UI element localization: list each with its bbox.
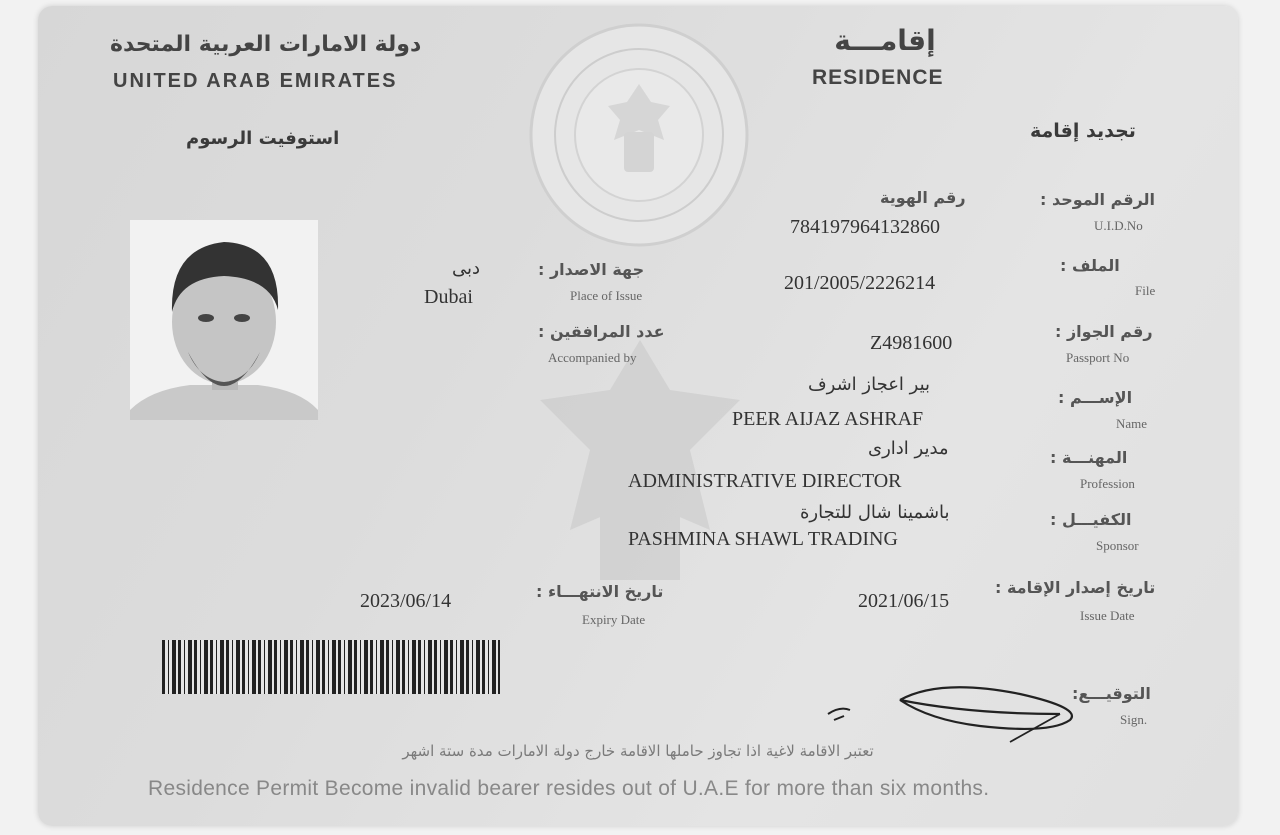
- accompanied-by-label-english: Accompanied by: [548, 350, 637, 365]
- country-name-english: UNITED ARAB EMIRATES: [113, 70, 398, 92]
- passport-label-arabic: رقم الجواز :: [1055, 322, 1153, 341]
- country-name-arabic: دولة الامارات العربية المتحدة: [110, 32, 422, 57]
- document-type-arabic: إقامـــة: [834, 24, 936, 57]
- barcode: [162, 640, 500, 694]
- watermark-emblem-icon: [520, 330, 760, 600]
- validity-notice-english: Residence Permit Become invalid bearer resides out of U.A.E for more than six months.: [148, 777, 990, 800]
- profession-label-english: Profession: [1080, 476, 1135, 491]
- expiry-date-label-arabic: تاريخ الانتهـــاء :: [536, 582, 664, 601]
- name-label-arabic: الإســـم :: [1058, 388, 1133, 407]
- expiry-date-value: 2023/06/14: [360, 590, 452, 612]
- file-label-english: File: [1135, 283, 1156, 298]
- uid-label-arabic: الرقم الموحد :: [1040, 190, 1156, 209]
- fees-paid-label: استوفيت الرسوم: [186, 128, 340, 149]
- place-of-issue-value-arabic: دبی: [452, 258, 481, 279]
- signature-label-arabic: التوقيـــع:: [1072, 684, 1151, 703]
- issue-date-value: 2021/06/15: [858, 590, 950, 612]
- profession-label-arabic: المهنـــة :: [1050, 448, 1128, 467]
- name-value-arabic: بير اعجاز اشرف: [808, 374, 931, 395]
- validity-notice-arabic: تعتبر الاقامة لاغية اذا تجاوز حاملها الاقامة خارج دولة الامارات مدة ستة اشهر: [402, 742, 874, 760]
- sponsor-value-english: PASHMINA SHAWL TRADING: [628, 528, 898, 550]
- sponsor-value-arabic: باشمينا شال للتجارة: [800, 502, 950, 523]
- id-number-value: 784197964132860: [790, 216, 940, 238]
- document-type-english: RESIDENCE: [812, 66, 944, 89]
- uae-emblem-seal-icon: [528, 22, 750, 248]
- passport-label-english: Passport No: [1066, 350, 1130, 365]
- profession-value-english: ADMINISTRATIVE DIRECTOR: [628, 470, 902, 492]
- id-number-label: رقم الهوية: [880, 188, 966, 207]
- place-of-issue-value-english: Dubai: [424, 286, 473, 308]
- issue-date-label-english: Issue Date: [1080, 608, 1135, 623]
- name-label-english: Name: [1116, 416, 1148, 431]
- renewal-label: تجديد إقامة: [1030, 120, 1136, 142]
- expiry-date-label-english: Expiry Date: [582, 612, 646, 627]
- sponsor-label-english: Sponsor: [1096, 538, 1139, 553]
- person-portrait-icon: [130, 220, 318, 420]
- signature-label-english: Sign.: [1120, 712, 1148, 727]
- sponsor-label-arabic: الكفيـــل :: [1050, 510, 1132, 529]
- file-value: 201/2005/2226214: [784, 272, 936, 294]
- place-of-issue-label-english: Place of Issue: [570, 288, 643, 303]
- issue-date-label-arabic: تاريخ إصدار الإقامة :: [995, 578, 1156, 597]
- profession-value-arabic: مدير اداری: [868, 438, 949, 459]
- place-of-issue-label-arabic: جهة الاصدار :: [538, 260, 645, 279]
- passport-value: Z4981600: [870, 332, 953, 354]
- holder-photo: [130, 220, 318, 420]
- holder-signature-icon: [820, 680, 1090, 750]
- file-label-arabic: الملف :: [1060, 256, 1120, 275]
- uid-label-english: U.I.D.No: [1094, 218, 1143, 233]
- accompanied-by-label-arabic: عدد المرافقين :: [538, 322, 665, 341]
- name-value-english: PEER AIJAZ ASHRAF: [732, 408, 924, 430]
